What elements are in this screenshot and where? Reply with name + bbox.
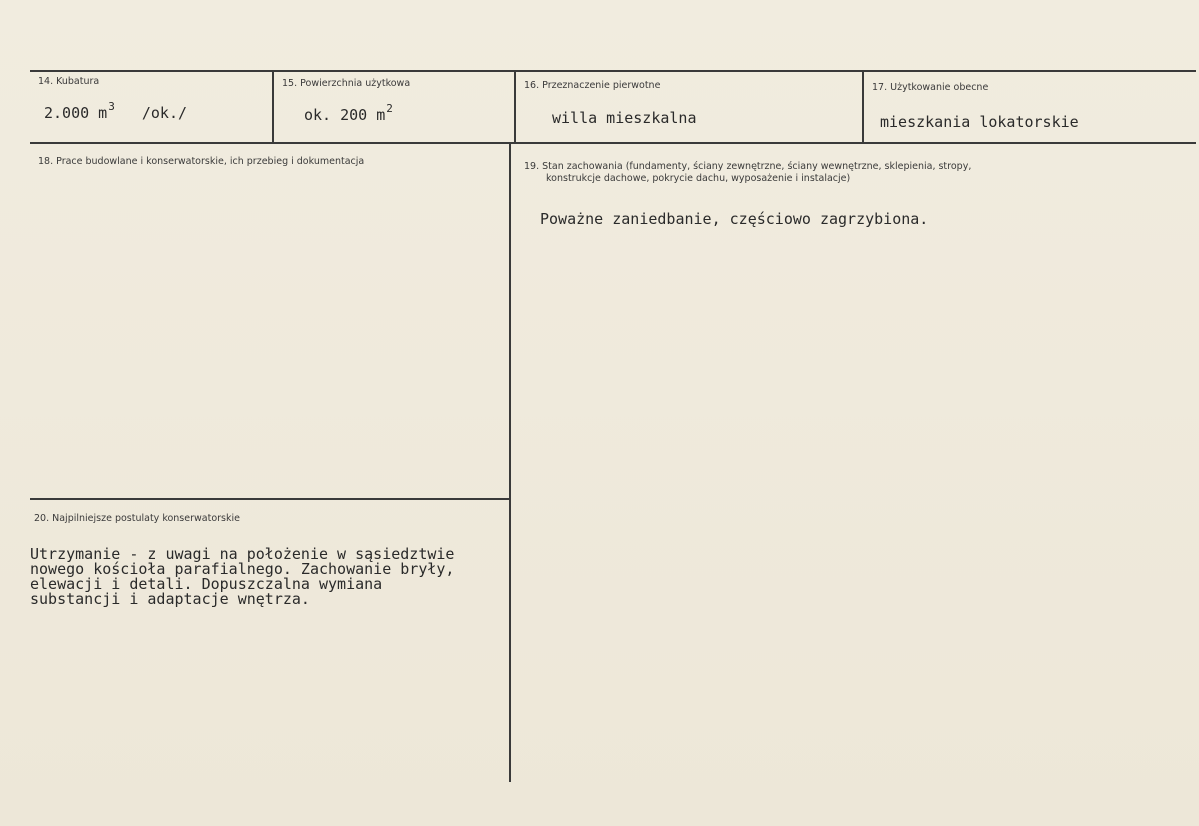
label-stan-zachowania-cont: konstrukcje dachowe, pokrycie dachu, wyposażenie i instalacje)	[546, 173, 851, 184]
label-kubatura: 14. Kubatura	[38, 76, 100, 87]
postulaty-line: nowego kościoła parafialnego. Zachowanie bryły,	[30, 560, 455, 578]
kubatura-number: 2.000 m	[44, 104, 108, 122]
powierzchnia-sup: 2	[386, 102, 393, 115]
label-prace-budowlane: 18. Prace budowlane i konserwatorskie, ich przebieg i dokumentacja	[38, 156, 365, 167]
postulaty-line: substancji i adaptacje wnętrza.	[30, 590, 310, 608]
powierzchnia-number: ok. 200 m	[304, 106, 386, 124]
label-stan-zachowania: 19. Stan zachowania (fundamenty, ściany zewnętrzne, ściany wewnętrzne, sklepienia, stropy,	[524, 161, 972, 172]
rule-row1-bottom	[30, 142, 1196, 144]
label-uzytkowanie: 17. Użytkowanie obecne	[872, 82, 989, 93]
value-postulaty	[30, 547, 510, 607]
value-stan-zachowania: Poważne zaniedbanie, częściowo zagrzybiona.	[540, 210, 929, 228]
postulaty-line: elewacji i detali. Dopuszczalna wymiana	[30, 575, 383, 593]
label-przeznaczenie: 16. Przeznaczenie pierwotne	[524, 80, 661, 91]
value-powierzchnia	[304, 102, 393, 124]
label-postulaty: 20. Najpilniejsze postulaty konserwatorskie	[34, 513, 240, 524]
value-przeznaczenie: willa mieszkalna	[552, 109, 697, 127]
divider-main	[509, 144, 511, 782]
label-powierzchnia: 15. Powierzchnia użytkowa	[282, 78, 411, 89]
value-uzytkowanie: mieszkania lokatorskie	[880, 113, 1079, 131]
divider-14-15	[272, 72, 274, 142]
divider-15-16	[514, 72, 516, 142]
kubatura-sup: 3	[108, 100, 115, 113]
divider-16-17	[862, 72, 864, 142]
value-kubatura	[44, 100, 188, 122]
rule-top	[30, 70, 1196, 72]
rule-section20-top	[30, 498, 510, 500]
postulaty-line: Utrzymanie - z uwagi na położenie w sąsiedztwie	[30, 545, 455, 563]
kubatura-suffix: /ok./	[141, 104, 188, 122]
